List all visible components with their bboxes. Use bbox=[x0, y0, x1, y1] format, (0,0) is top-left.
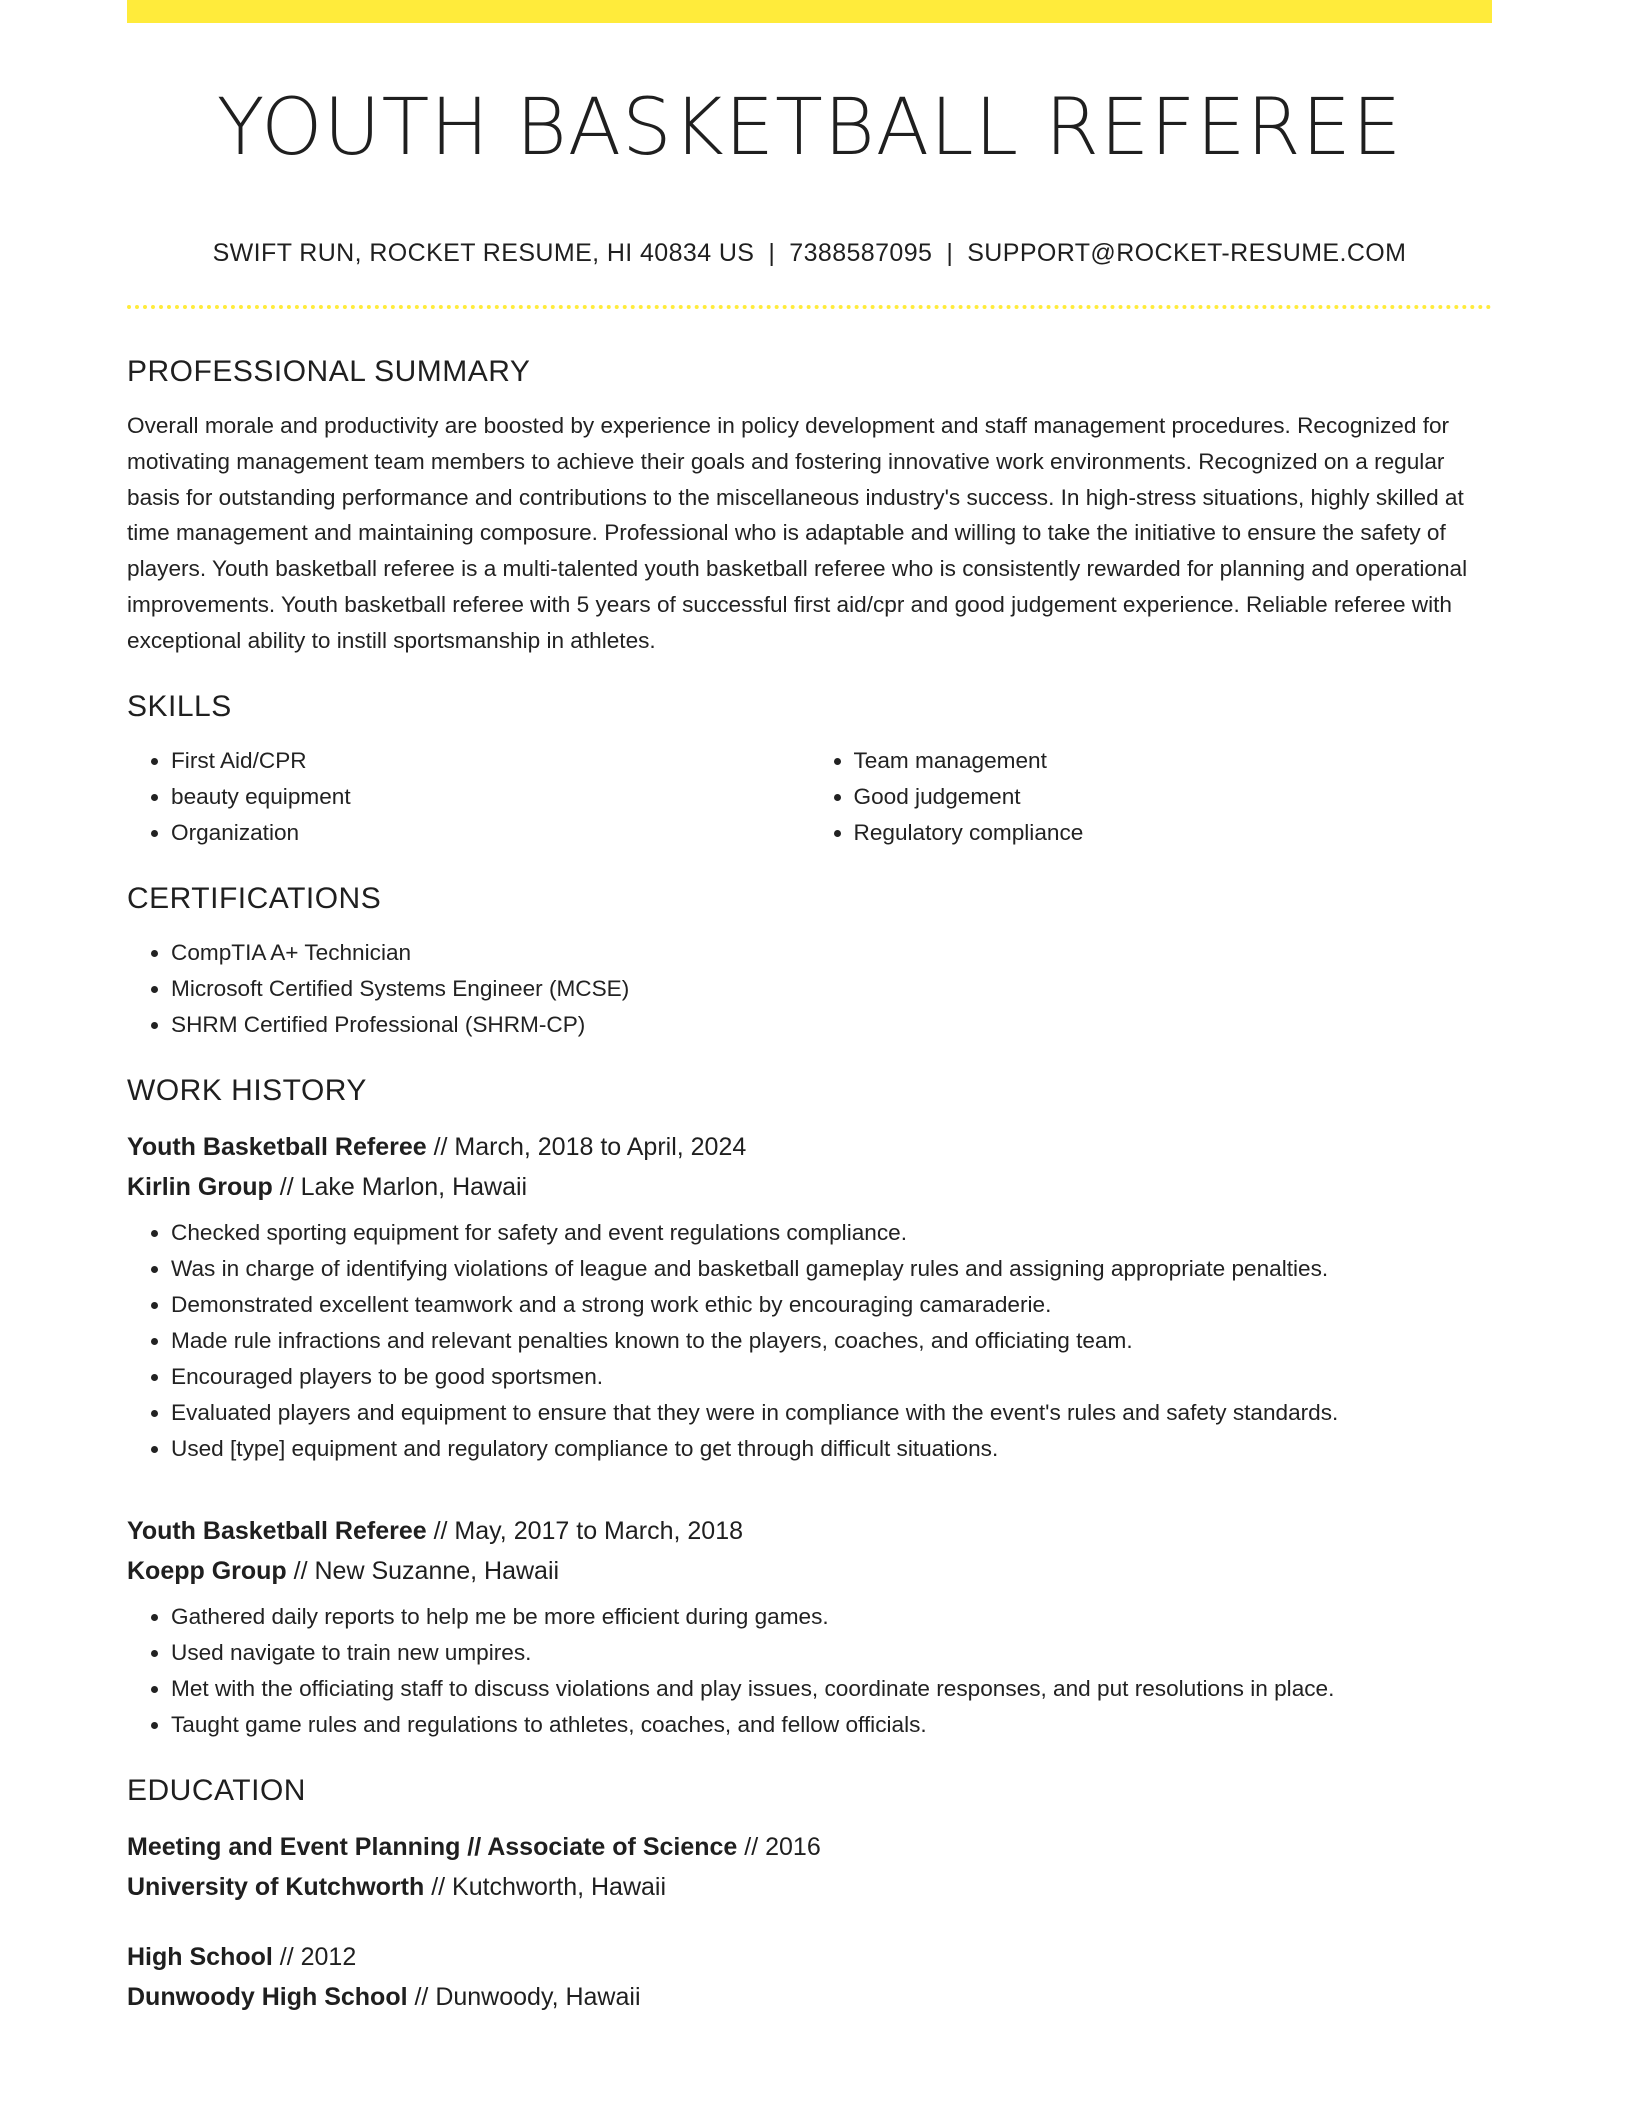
job-entry bbox=[127, 1511, 1492, 1743]
education-school-line bbox=[127, 1867, 1492, 1907]
list-item: • Was in charge of identifying violations of league and basketball gameplay rules and assigning appropriate penalties. bbox=[171, 1251, 1492, 1287]
list-item: • Encouraged players to be good sportsmen. bbox=[171, 1359, 1492, 1395]
job-company-line bbox=[127, 1167, 1492, 1207]
skills-list-right bbox=[810, 743, 1493, 851]
list-item: • Organization bbox=[171, 815, 810, 851]
education-year: // 2016 bbox=[737, 1832, 821, 1861]
list-item: • Used navigate to train new umpires. bbox=[171, 1635, 1492, 1671]
contact-separator: | bbox=[768, 239, 776, 267]
skills-section bbox=[127, 685, 1492, 851]
job-location: // New Suzanne, Hawaii bbox=[286, 1556, 560, 1585]
job-title-line bbox=[127, 1127, 1492, 1167]
job-dates: // May, 2017 to March, 2018 bbox=[426, 1516, 744, 1545]
education-section bbox=[127, 1769, 1492, 2017]
certifications-section bbox=[127, 877, 1492, 1043]
job-dates: // March, 2018 to April, 2024 bbox=[426, 1132, 747, 1161]
summary-text: Overall morale and productivity are boosted by experience in policy development and staff management procedures. Recognized for motivating management team members to achieve their goals and fostering innovative work environments. Recognized on a regular basis for outstanding performance and contributions to the miscellaneous industry's success. In high-stress situations, highly skilled at time management and maintaining composure. Professional who is adaptable and willing to take the initiative to ensure the safety of players. Youth basketball referee is a multi-talented youth basketball referee who is consistently rewarded for planning and operational improvements. Youth basketball referee with 5 years of successful first aid/cpr and good judgement experience. Reliable referee with exceptional ability to instill sportsmanship in athletes. bbox=[127, 413, 1468, 653]
education-school: University of Kutchworth bbox=[127, 1872, 425, 1901]
education-degree: Meeting and Event Planning // Associate of Science bbox=[127, 1832, 738, 1861]
list-item: • Good judgement bbox=[854, 779, 1493, 815]
section-heading: CERTIFICATIONS bbox=[127, 881, 382, 915]
list-item: • Microsoft Certified Systems Engineer (MCSE) bbox=[171, 971, 1492, 1007]
list-item: • Used [type] equipment and regulatory compliance to get through difficult situations. bbox=[171, 1431, 1492, 1467]
list-item: • Regulatory compliance bbox=[854, 815, 1493, 851]
list-item: • Met with the officiating staff to discuss violations and play issues, coordinate responses, and put resolutions in place. bbox=[171, 1671, 1492, 1707]
list-item: • Checked sporting equipment for safety and event regulations compliance. bbox=[171, 1215, 1492, 1251]
contact-phone: 7388587095 bbox=[789, 239, 933, 267]
education-school-line bbox=[127, 1977, 1492, 2017]
education-entry bbox=[127, 1827, 1492, 1907]
section-heading: PROFESSIONAL SUMMARY bbox=[127, 355, 531, 388]
skills-list-left bbox=[127, 743, 810, 851]
summary-section bbox=[127, 350, 1492, 659]
contact-line bbox=[127, 236, 1492, 270]
section-heading: EDUCATION bbox=[127, 1773, 306, 1807]
section-heading: SKILLS bbox=[127, 689, 232, 723]
job-title: Youth Basketball Referee bbox=[127, 1516, 427, 1545]
list-item: • Gathered daily reports to help me be more efficient during games. bbox=[171, 1599, 1492, 1635]
skills-columns bbox=[127, 743, 1492, 851]
education-degree-line bbox=[127, 1827, 1492, 1867]
dotted-divider bbox=[127, 305, 1492, 309]
section-heading: WORK HISTORY bbox=[127, 1073, 367, 1107]
list-item: • First Aid/CPR bbox=[171, 743, 810, 779]
job-company: Koepp Group bbox=[127, 1556, 287, 1585]
education-degree-line bbox=[127, 1937, 1492, 1977]
list-item: • CompTIA A+ Technician bbox=[171, 935, 1492, 971]
work-history-section bbox=[127, 1069, 1492, 1743]
education-year: // 2012 bbox=[272, 1942, 357, 1971]
contact-address: SWIFT RUN, ROCKET RESUME, HI 40834 US bbox=[212, 239, 755, 267]
list-item: • SHRM Certified Professional (SHRM-CP) bbox=[171, 1007, 1492, 1043]
job-bullets bbox=[127, 1215, 1492, 1467]
job-title: Youth Basketball Referee bbox=[127, 1132, 427, 1161]
education-school: Dunwoody High School bbox=[127, 1982, 408, 2011]
list-item: • Demonstrated excellent teamwork and a strong work ethic by encouraging camaraderie. bbox=[171, 1287, 1492, 1323]
job-company-line bbox=[127, 1551, 1492, 1591]
list-item: • beauty equipment bbox=[171, 779, 810, 815]
job-bullets bbox=[127, 1599, 1492, 1743]
education-degree: High School bbox=[127, 1942, 273, 1971]
education-entry bbox=[127, 1937, 1492, 2017]
list-item: • Team management bbox=[854, 743, 1493, 779]
list-item: • Made rule infractions and relevant penalties known to the players, coaches, and officiating team. bbox=[171, 1323, 1492, 1359]
education-location: // Dunwoody, Hawaii bbox=[407, 1982, 641, 2011]
job-location: // Lake Marlon, Hawaii bbox=[272, 1172, 528, 1201]
resume-body bbox=[127, 350, 1492, 2017]
contact-email: SUPPORT@ROCKET-RESUME.COM bbox=[967, 239, 1407, 267]
accent-bar bbox=[127, 0, 1492, 23]
certifications-list bbox=[127, 935, 1492, 1043]
contact-separator: | bbox=[946, 239, 954, 267]
list-item: • Evaluated players and equipment to ensure that they were in compliance with the event's rules and safety standards. bbox=[171, 1395, 1492, 1431]
job-company: Kirlin Group bbox=[127, 1172, 273, 1201]
list-item: • Taught game rules and regulations to athletes, coaches, and fellow officials. bbox=[171, 1707, 1492, 1743]
job-title-line bbox=[127, 1511, 1492, 1551]
job-entry bbox=[127, 1127, 1492, 1467]
page-title: YOUTH BASKETBALL REFEREE bbox=[216, 83, 1403, 173]
education-location: // Kutchworth, Hawaii bbox=[424, 1872, 667, 1901]
